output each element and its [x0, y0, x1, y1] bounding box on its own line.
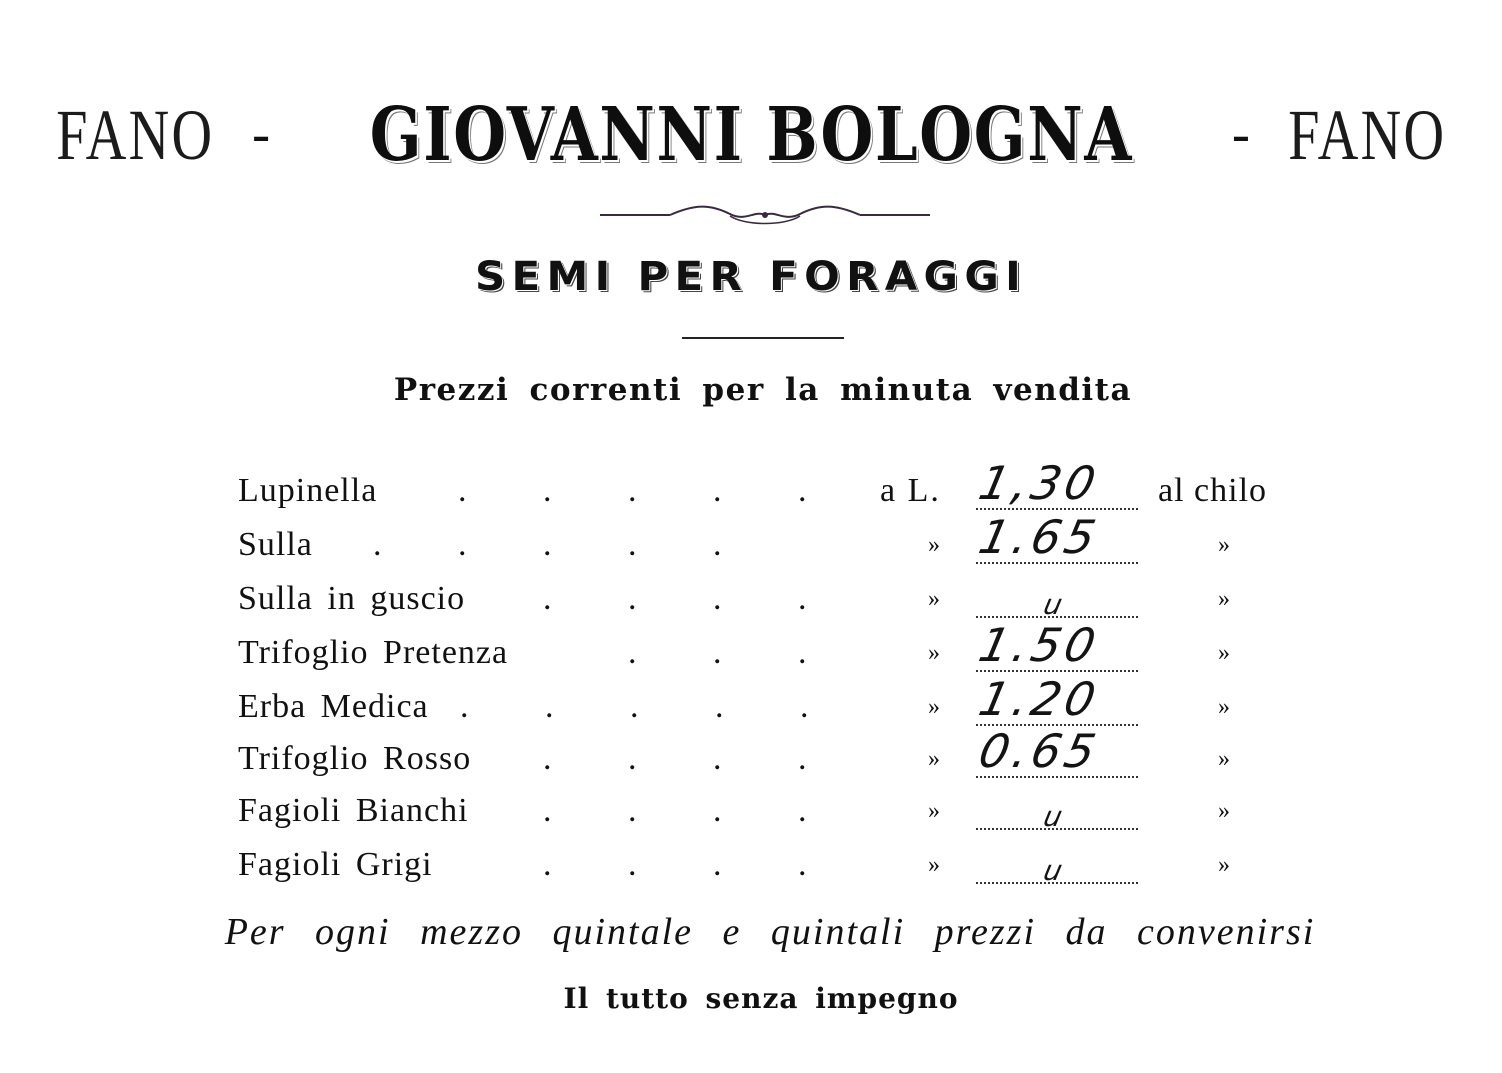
item-name: Fagioli Grigi — [238, 846, 433, 883]
city-right: FANO — [1287, 94, 1446, 175]
handwritten-price: 1.20 — [974, 672, 1105, 726]
item-name: Lupinella — [238, 472, 378, 509]
item-name: Sulla — [238, 526, 313, 563]
ditto-mark: » — [928, 640, 940, 666]
leader-dots: . . . . — [543, 580, 807, 617]
price-row — [0, 792, 1502, 842]
ditto-mark: » — [928, 694, 940, 720]
ditto-mark: » — [1218, 746, 1230, 772]
unit-prefix: a L. — [880, 472, 941, 509]
handwritten-price: 1,30 — [974, 456, 1105, 510]
handwritten-price: u — [1040, 588, 1070, 621]
city-left: FANO — [56, 94, 215, 175]
price-row — [0, 510, 1502, 576]
item-name: Trifoglio Pretenza — [238, 634, 509, 671]
leader-dots: . . . — [628, 634, 807, 671]
item-name: Erba Medica — [238, 688, 429, 725]
ditto-mark: » — [928, 586, 940, 612]
leader-dots: . . . . . — [460, 688, 809, 725]
merchant-name: GIOVANNI BOLOGNA — [369, 92, 1133, 178]
ditto-mark: » — [928, 798, 940, 824]
ditto-mark: » — [1218, 852, 1230, 878]
handwritten-price: u — [1040, 800, 1070, 833]
prices-heading: Prezzi correnti per la minuta vendita — [393, 372, 1133, 408]
ditto-mark: » — [1218, 586, 1230, 612]
ornament-divider — [600, 202, 930, 228]
ditto-mark: » — [928, 746, 940, 772]
footer-disclaimer: Il tutto senza impegno — [563, 982, 959, 1015]
bulk-pricing-note: Per ogni mezzo quintale e quintali prezzi da convenirsi — [224, 911, 1316, 953]
ditto-mark: » — [1218, 798, 1230, 824]
leader-dots: . . . . — [543, 740, 807, 777]
divider-rule — [682, 337, 844, 339]
ditto-mark: » — [1218, 640, 1230, 666]
ditto-mark: » — [1218, 694, 1230, 720]
handwritten-price: 1.65 — [974, 510, 1105, 564]
subtitle: SEMI PER FORAGGI — [474, 254, 1028, 300]
item-name: Trifoglio Rosso — [238, 740, 472, 777]
leader-dots: . . . . — [543, 792, 807, 829]
price-row — [0, 618, 1502, 684]
item-name: Sulla in guscio — [238, 580, 466, 617]
ditto-mark: » — [928, 532, 940, 558]
price-row — [0, 580, 1502, 630]
separator-left: - — [251, 102, 271, 168]
leader-dots: . . . . — [543, 846, 807, 883]
handwritten-price: 0.65 — [974, 724, 1105, 778]
unit-suffix: al chilo — [1158, 472, 1268, 509]
item-name: Fagioli Bianchi — [238, 792, 469, 829]
price-row — [0, 724, 1502, 790]
leader-dots: . . . . . — [373, 526, 722, 563]
separator-right: - — [1231, 102, 1251, 168]
price-row — [0, 846, 1502, 896]
handwritten-price: u — [1040, 854, 1070, 887]
leader-dots: . . . . . — [458, 472, 807, 509]
price-row — [0, 456, 1502, 522]
ditto-mark: » — [1218, 532, 1230, 558]
handwritten-price: 1.50 — [974, 618, 1105, 672]
ditto-mark: » — [928, 852, 940, 878]
price-row — [0, 672, 1502, 738]
letterhead — [0, 92, 1502, 192]
